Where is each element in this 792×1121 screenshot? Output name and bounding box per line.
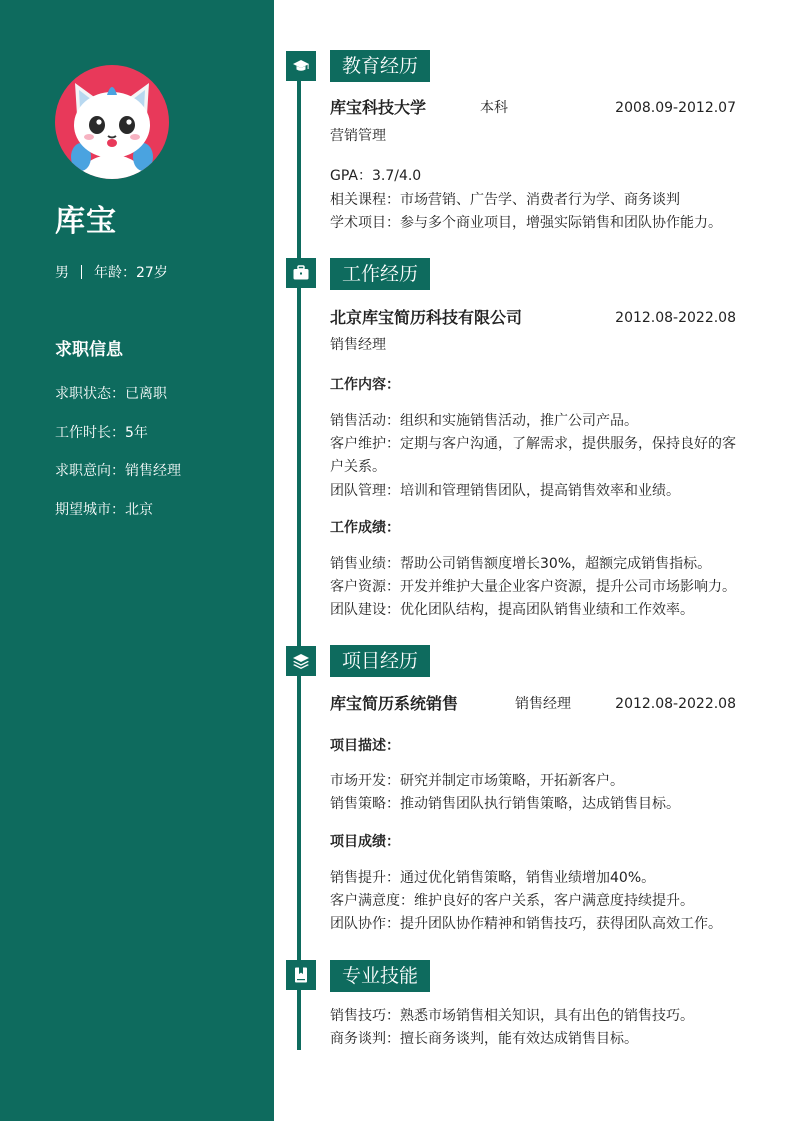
project-result-item: 销售提升：通过优化销售策略，销售业绩增加40%。 [330, 870, 656, 886]
layers-icon [286, 646, 316, 676]
project-desc-item: 销售策略：推动销售团队执行销售策略，达成销售目标。 [330, 796, 680, 812]
briefcase-icon [286, 258, 316, 288]
project-name: 库宝简历系统销售 [330, 694, 459, 713]
project-section-title: 项目经历 [330, 645, 430, 677]
work-achievement-item: 销售业绩：帮助公司销售额度增长30%，超额完成销售指标。 [330, 556, 712, 572]
work-position: 销售经理 [330, 337, 386, 353]
job-info-list [55, 384, 181, 538]
project-desc-label: 项目描述： [330, 738, 400, 754]
graduation-cap-icon [286, 51, 316, 81]
work-content-label: 工作内容： [330, 377, 400, 393]
work-content-item: 客户维护：定期与客户沟通，了解需求，提供服务，保持良好的客 [330, 436, 736, 452]
work-content-item: 团队管理：培训和管理销售团队，提高销售效率和业绩。 [330, 483, 680, 499]
major: 营销管理 [330, 128, 386, 144]
sidebar [0, 0, 274, 1121]
education-period: 2008.09-2012.07 [615, 100, 736, 116]
basic-info [55, 262, 168, 282]
school-name: 库宝科技大学 [330, 98, 427, 117]
work-achievement-item: 团队建设：优化团队结构，提高团队销售业绩和工作效率。 [330, 602, 694, 618]
company-name: 北京库宝简历科技有限公司 [330, 308, 523, 327]
project-role: 销售经理 [515, 696, 571, 712]
candidate-name: 库宝 [55, 204, 117, 239]
work-achievement-item: 客户资源：开发并维护大量企业客户资源，提升公司市场影响力。 [330, 579, 736, 595]
work-section-title: 工作经历 [330, 258, 430, 290]
project-result-item: 团队协作：提升团队协作精神和销售技巧，获得团队高效工作。 [330, 916, 722, 932]
gender: 男 [55, 265, 69, 281]
expected-city: 期望城市：北京 [55, 501, 153, 518]
project-period: 2012.08-2022.08 [615, 696, 736, 712]
work-content-item: 户关系。 [330, 459, 386, 475]
job-status: 求职状态：已离职 [55, 386, 167, 402]
education-section-title: 教育经历 [330, 50, 430, 82]
project-result-item: 客户满意度：维护良好的客户关系，客户满意度持续提升。 [330, 893, 694, 909]
skill-item: 商务谈判：擅长商务谈判，能有效达成销售目标。 [330, 1031, 638, 1047]
project-desc-item: 市场开发：研究并制定市场策略，开拓新客户。 [330, 773, 624, 789]
skill-item: 销售技巧：熟悉市场销售相关知识，具有出色的销售技巧。 [330, 1008, 694, 1024]
book-icon [286, 960, 316, 990]
timeline-line [297, 58, 301, 1050]
cat-mascot-icon [55, 65, 169, 179]
age: 年龄：27岁 [94, 265, 168, 281]
gpa: GPA：3.7/4.0 [330, 168, 422, 184]
project-result-label: 项目成绩： [330, 834, 400, 850]
avatar [55, 65, 169, 179]
work-duration: 工作时长：5年 [55, 424, 148, 441]
courses: 相关课程：市场营销、广告学、消费者行为学、商务谈判 [330, 192, 680, 208]
job-intention: 求职意向：销售经理 [55, 463, 181, 479]
degree: 本科 [480, 100, 508, 116]
work-period: 2012.08-2022.08 [615, 310, 736, 326]
job-info-title: 求职信息 [55, 340, 123, 360]
divider [81, 265, 82, 279]
academic-projects: 学术项目：参与多个商业项目，增强实际销售和团队协作能力。 [330, 215, 722, 231]
skills-section-title: 专业技能 [330, 960, 430, 992]
work-achievement-label: 工作成绩： [330, 520, 400, 536]
work-content-item: 销售活动：组织和实施销售活动，推广公司产品。 [330, 413, 638, 429]
